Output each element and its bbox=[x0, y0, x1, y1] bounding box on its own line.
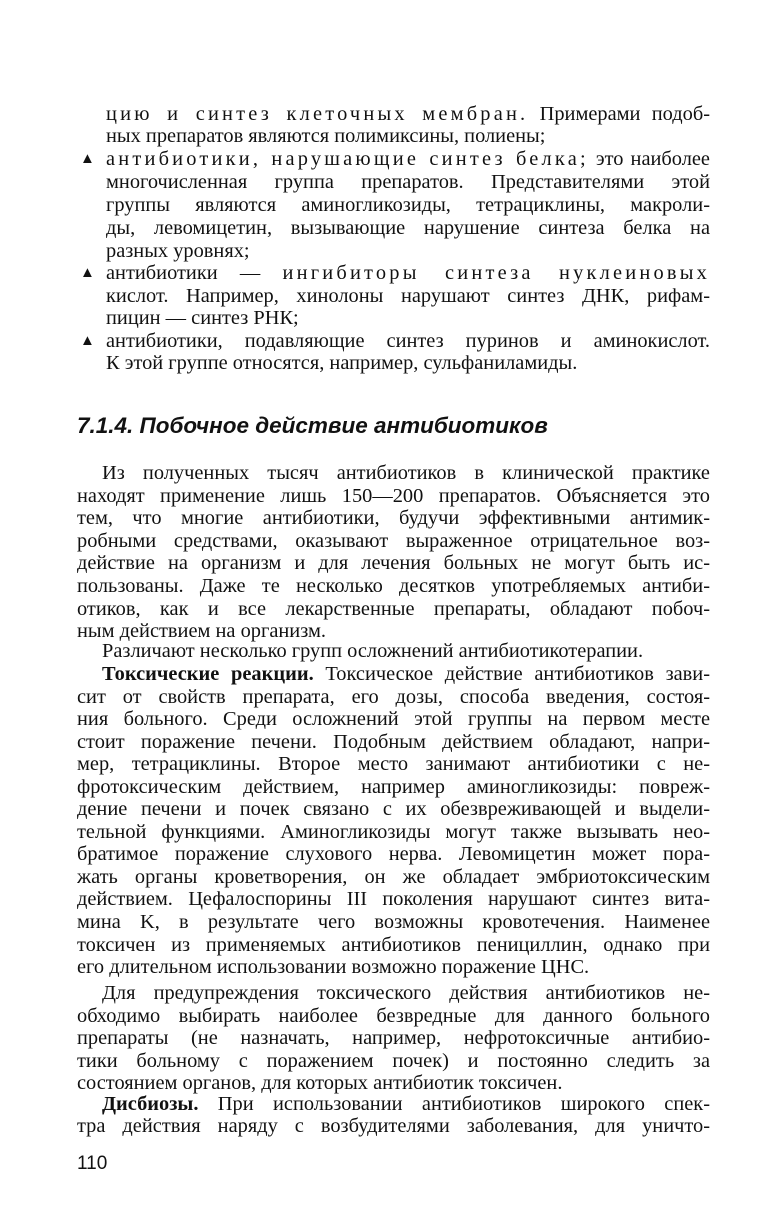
paragraph-line: стоит поражение печени. Подобным действием обладают, напри- bbox=[77, 730, 710, 753]
list-item-line: многочисленная группа препаратов. Представителями этой bbox=[106, 171, 710, 193]
list-item-line: антибиотики — ингибиторы синтеза нуклеиновых bbox=[106, 262, 710, 284]
paragraph-line: жать органы кроветворения, он же обладает эмбриотоксическим bbox=[77, 865, 710, 888]
paragraph-line: Токсические реакции. Токсическое действие антибиотиков зави- bbox=[102, 663, 710, 685]
list-item-line: кислот. Например, хинолоны нарушают синтез ДНК, рифам- bbox=[106, 285, 710, 307]
triangle-bullet-icon: ▲ bbox=[80, 265, 95, 281]
paragraph-line: Из полученных тысяч антибиотиков в клинической практике bbox=[102, 462, 710, 484]
paragraph-line: сит от свойств препарата, его дозы, способа введения, состоя- bbox=[77, 685, 710, 708]
list-continuation-line: ных препаратов являются полимиксины, полиены; bbox=[106, 125, 546, 147]
list-item-line: ды, левомицетин, вызывающие нарушение синтеза белка на bbox=[106, 217, 710, 239]
list-item-line: группы являются аминогликозиды, тетрациклины, макроли- bbox=[106, 194, 710, 216]
spaced-emphasis: антибиотики, нарушающие синтез белка; bbox=[106, 148, 589, 170]
paragraph-line: находят применение лишь 150—200 препаратов. Объясняется это bbox=[77, 484, 710, 507]
section-heading: 7.1.4. Побочное действие антибиотиков bbox=[77, 413, 548, 438]
paragraph-line: ния больного. Среди осложнений этой группы на первом месте bbox=[77, 708, 710, 731]
paragraph-line: ным действием на организм. bbox=[77, 620, 326, 643]
run-in-heading: Дисбиозы. bbox=[102, 1093, 199, 1115]
paragraph-line: его длительном использовании возможно поражение ЦНС. bbox=[77, 956, 590, 979]
paragraph-line: Для предупреждения токсического действия антибиотиков не- bbox=[102, 982, 710, 1004]
paragraph-line: Различают несколько групп осложнений антибиотикотерапии. bbox=[102, 640, 644, 662]
spaced-emphasis: цию и синтез клеточных мембран. bbox=[106, 103, 529, 125]
run-in-heading: Токсические реакции. bbox=[102, 663, 314, 685]
paragraph-line: Дисбиозы. При использовании антибиотиков широкого спек- bbox=[102, 1093, 710, 1115]
list-item-line: антибиотики, нарушающие синтез белка; это наиболее bbox=[106, 148, 710, 170]
list-item-line: антибиотики, подавляющие синтез пуринов и аминокислот. bbox=[106, 330, 710, 352]
paragraph-line: тем, что многие антибиотики, будучи эффективными антимик- bbox=[77, 507, 710, 530]
page-number: 110 bbox=[77, 1153, 108, 1174]
paragraph-line: дение печени и почек связано с их обезвреживающей и выдели- bbox=[77, 798, 710, 821]
paragraph-line: действием. Цефалоспорины III поколения нарушают синтез вита- bbox=[77, 888, 710, 911]
paragraph-line: братимое поражение слухового нерва. Левомицетин может пора- bbox=[77, 843, 710, 866]
paragraph-line: тра действия наряду с возбудителями заболевания, для уничто- bbox=[77, 1115, 710, 1137]
paragraph-line: отиков, как и все лекарственные препараты, обладают побоч- bbox=[77, 597, 710, 620]
triangle-bullet-icon: ▲ bbox=[80, 333, 95, 349]
list-item-line: пицин — синтез РНК; bbox=[106, 307, 299, 329]
paragraph-line: обходимо выбирать наиболее безвредные для данного больного bbox=[77, 1004, 710, 1027]
paragraph-line: тельной функциями. Аминогликозиды могут также вызывать нео- bbox=[77, 820, 710, 843]
paragraph-line: робными средствами, оказывают выраженное отрицательное воз- bbox=[77, 529, 710, 552]
spaced-emphasis: ингибиторы синтеза нуклеиновых bbox=[282, 262, 710, 284]
paragraph-line: токсичен из применяемых антибиотиков пенициллин, однако при bbox=[77, 933, 710, 956]
paragraph-line: состоянием органов, для которых антибиотик токсичен. bbox=[77, 1072, 563, 1094]
paragraph-line: пользованы. Даже те несколько десятков употребляемых антиби- bbox=[77, 575, 710, 597]
paragraph-line: мина K, в результате чего возможны кровотечения. Наименее bbox=[77, 911, 710, 933]
triangle-bullet-icon: ▲ bbox=[80, 151, 95, 167]
paragraph-line: препараты (не назначать, например, нефротоксичные антибио- bbox=[77, 1027, 710, 1049]
paragraph-line: фротоксическим действием, например аминогликозиды: повреж- bbox=[77, 775, 710, 798]
list-item-line: разных уровнях; bbox=[106, 240, 250, 262]
list-continuation-line: цию и синтез клеточных мембран. Примерами подоб- bbox=[106, 103, 710, 125]
list-item-line: К этой группе относятся, например, сульфаниламиды. bbox=[106, 352, 578, 374]
paragraph-line: тики больному с поражением почек) и постоянно следить за bbox=[77, 1049, 710, 1072]
paragraph-line: мер, тетрациклины. Второе место занимают антибиотики с не- bbox=[77, 753, 710, 776]
paragraph-line: действие на организм и для лечения больных не могут быть ис- bbox=[77, 552, 710, 575]
